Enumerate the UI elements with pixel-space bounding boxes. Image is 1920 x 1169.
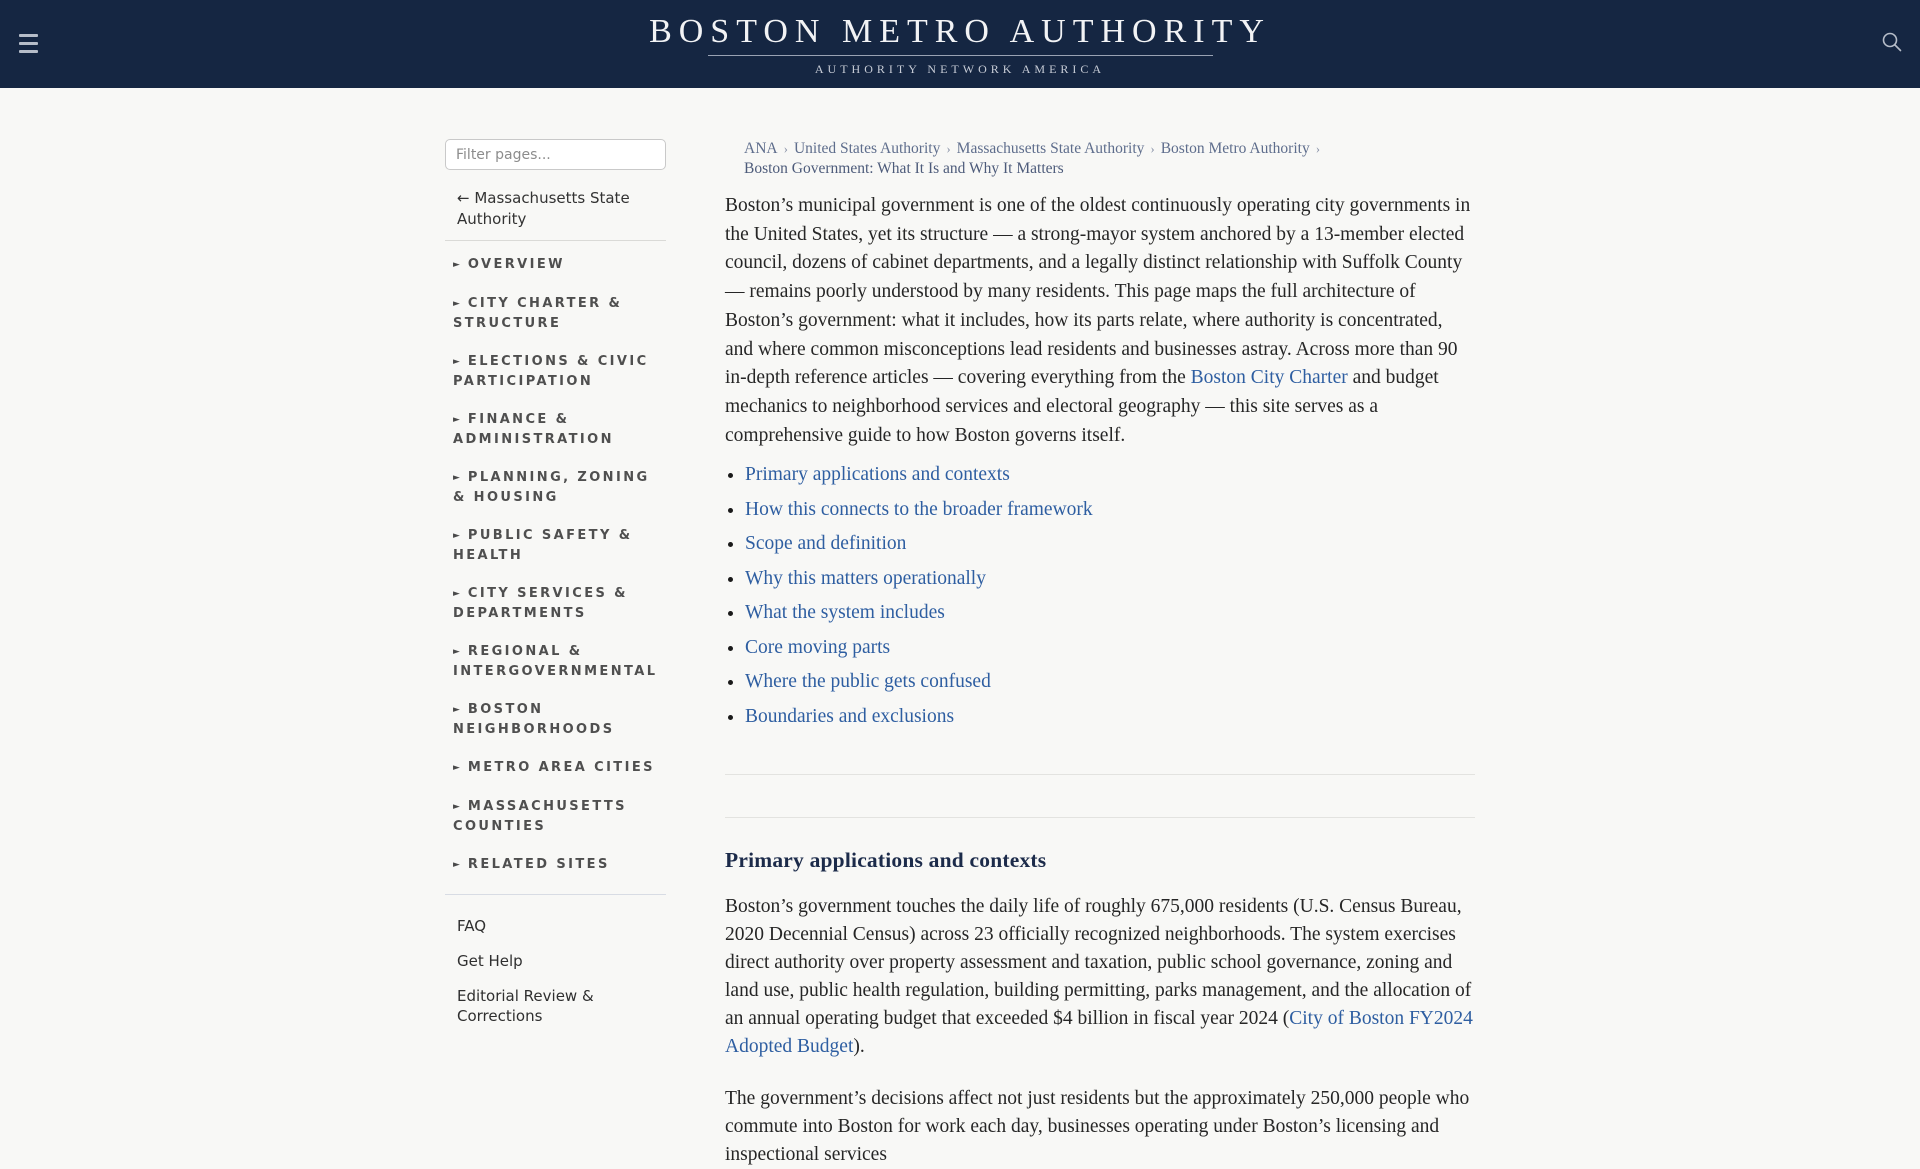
filter-pages-input[interactable] (445, 139, 666, 170)
sidebar-item-label: PUBLIC SAFETY & HEALTH (453, 528, 633, 563)
section-heading-primary-applications: Primary applications and contexts (725, 848, 1047, 873)
content-divider (725, 774, 1475, 775)
toc-link-boundaries-exclusions[interactable]: Boundaries and exclusions (745, 705, 955, 727)
toc-item (745, 603, 1475, 624)
expand-triangle-icon: ► (453, 473, 460, 483)
toc-link-matters-operationally[interactable]: Why this matters operationally (745, 567, 986, 589)
page-container (445, 88, 1475, 1169)
expand-triangle-icon: ► (453, 705, 460, 715)
toc-link-broader-framework[interactable]: How this connects to the broader framework (745, 498, 1093, 520)
sidebar-item-label: CITY CHARTER & STRUCTURE (453, 296, 623, 331)
sidebar-item-planning-zoning-housing[interactable] (445, 468, 666, 507)
hamburger-bar (19, 50, 38, 53)
table-of-contents (725, 465, 1475, 727)
masthead[interactable] (0, 0, 1920, 77)
hamburger-bar (19, 42, 38, 45)
search-icon[interactable] (1881, 31, 1903, 53)
toc-link-public-gets-confused[interactable]: Where the public gets confused (745, 671, 991, 693)
sidebar-item-boston-neighborhoods[interactable] (445, 700, 666, 739)
breadcrumb-current-page: Boston Government: What It Is and Why It Matters (744, 160, 1064, 177)
faq-link[interactable]: FAQ (457, 917, 487, 935)
sidebar-footer (445, 916, 666, 1026)
back-link-label: Massachusetts State Authority (457, 189, 630, 228)
breadcrumb-separator: › (1315, 141, 1321, 156)
primary-applications-paragraph (725, 893, 1475, 1061)
expand-triangle-icon: ► (453, 357, 460, 367)
back-link-massachusetts-state-authority[interactable] (457, 188, 642, 230)
toc-link-core-moving-parts[interactable]: Core moving parts (745, 636, 891, 658)
sidebar-item-public-safety-health[interactable] (445, 526, 666, 565)
sidebar-divider (445, 240, 666, 241)
sidebar-item-regional-intergovernmental[interactable] (445, 642, 666, 681)
breadcrumb-separator: › (946, 141, 951, 156)
site-subtitle: AUTHORITY NETWORK AMERICA (814, 62, 1106, 76)
sidebar-item-metro-area-cities[interactable] (445, 758, 666, 778)
sidebar-item-label: FINANCE & ADMINISTRATION (453, 412, 614, 447)
intro-text: and budget mechanics to neighborhood services and electoral geography — this site serves as a comprehensive guide to how Boston governs itself. (725, 367, 1439, 446)
toc-item (745, 500, 1475, 521)
intro-text: Boston’s municipal government is one of the oldest continuously operating city governments in the United States, yet its structure — a strong-mayor system anchored by a 13-member elected council, dozens of cabinet departments, and a legally distinct relationship with Suffolk County — remains poorly understood by many residents. This page maps the full architecture of Boston’s government: what it includes, how its parts relate, where authority is concentrated, and where common misconceptions lead residents and businesses astray. Across more than 90 in-depth reference articles — covering everything from the (725, 195, 1471, 389)
site-header (0, 0, 1920, 88)
sidebar-item-label: ELECTIONS & CIVIC PARTICIPATION (453, 354, 649, 389)
sidebar-item-related-sites[interactable] (445, 855, 666, 875)
breadcrumb-link-ana[interactable]: ANA (744, 140, 778, 157)
main-content (666, 88, 1475, 1169)
paragraph-text: Boston’s government touches the daily life of roughly 675,000 residents (U.S. Census Bureau, 2020 Decennial Census) across 23 officially recognized neighborhoods. The system exercises direct authority over property assessment and taxation, public school governance, zoning and land use, public health regulation, building permitting, parks management, and the allocation of an annual operating budget that exceeded $4 billion in fiscal year 2024 ( (725, 896, 1472, 1030)
sidebar-item-label: MASSACHUSETTS COUNTIES (453, 799, 627, 834)
toc-item (745, 534, 1475, 555)
sidebar-item-label: REGIONAL & INTERGOVERNMENTAL (453, 644, 658, 679)
expand-triangle-icon: ► (453, 647, 460, 657)
commuters-paragraph: The government’s decisions affect not just residents but the approximately 250,000 people who commute into Boston for work each day, businesses operating under Boston’s licensing and inspectional services (725, 1088, 1470, 1166)
paragraph-text: ). (853, 1036, 865, 1058)
expand-triangle-icon: ► (453, 260, 460, 270)
sidebar-item-massachusetts-counties[interactable] (445, 797, 666, 836)
sidebar-item-finance-administration[interactable] (445, 410, 666, 449)
toc-item (745, 638, 1475, 659)
breadcrumb-link-boston-metro-authority[interactable]: Boston Metro Authority (1160, 140, 1310, 157)
expand-triangle-icon: ► (453, 589, 460, 599)
expand-triangle-icon: ► (453, 860, 460, 870)
get-help-link[interactable]: Get Help (457, 952, 523, 970)
sidebar-item-city-services-departments[interactable] (445, 584, 666, 623)
toc-item (745, 569, 1475, 590)
expand-triangle-icon: ► (453, 531, 460, 541)
sidebar-item-label: BOSTON NEIGHBORHOODS (453, 702, 615, 737)
toc-link-scope-definition[interactable]: Scope and definition (745, 533, 907, 555)
boston-city-charter-link[interactable]: Boston City Charter (1190, 367, 1348, 389)
title-divider (708, 55, 1213, 56)
intro-paragraph (725, 192, 1475, 450)
sidebar-item-label: CITY SERVICES & DEPARTMENTS (453, 586, 628, 621)
breadcrumb-link-united-states-authority[interactable]: United States Authority (793, 140, 941, 157)
sidebar-item-label: PLANNING, ZONING & HOUSING (453, 470, 650, 505)
hamburger-bar (19, 34, 38, 37)
toc-link-primary-applications[interactable]: Primary applications and contexts (745, 464, 1010, 486)
toc-link-system-includes[interactable]: What the system includes (745, 602, 945, 624)
sidebar-item-label: METRO AREA CITIES (467, 760, 655, 775)
breadcrumb-separator: › (1150, 141, 1155, 156)
sidebar-nav (445, 255, 666, 875)
back-arrow-icon: ← (457, 189, 470, 207)
sidebar-item-label: RELATED SITES (467, 857, 610, 872)
fy2024-budget-link[interactable]: City of Boston FY2024 Adopted Budget (725, 1008, 1473, 1058)
expand-triangle-icon: ► (453, 763, 460, 773)
expand-triangle-icon: ► (453, 299, 460, 309)
sidebar-item-label: OVERVIEW (467, 257, 565, 272)
toc-item (745, 707, 1475, 728)
sidebar-item-city-charter-structure[interactable] (445, 294, 666, 333)
breadcrumb (725, 139, 1475, 179)
hamburger-menu-icon[interactable] (19, 34, 38, 58)
sidebar (445, 88, 666, 1169)
sidebar-item-overview[interactable] (445, 255, 666, 275)
content-divider (725, 817, 1475, 818)
breadcrumb-separator: › (783, 141, 788, 156)
toc-item (745, 672, 1475, 693)
site-title[interactable]: BOSTON METRO AUTHORITY (649, 13, 1271, 50)
sidebar-footer-divider (445, 894, 666, 895)
editorial-review-link[interactable]: Editorial Review & Corrections (457, 987, 594, 1025)
expand-triangle-icon: ► (453, 802, 460, 812)
sidebar-item-elections-civic-participation[interactable] (445, 352, 666, 391)
toc-item (745, 465, 1475, 486)
expand-triangle-icon: ► (453, 415, 460, 425)
breadcrumb-link-massachusetts-state-authority[interactable]: Massachusetts State Authority (956, 140, 1145, 157)
